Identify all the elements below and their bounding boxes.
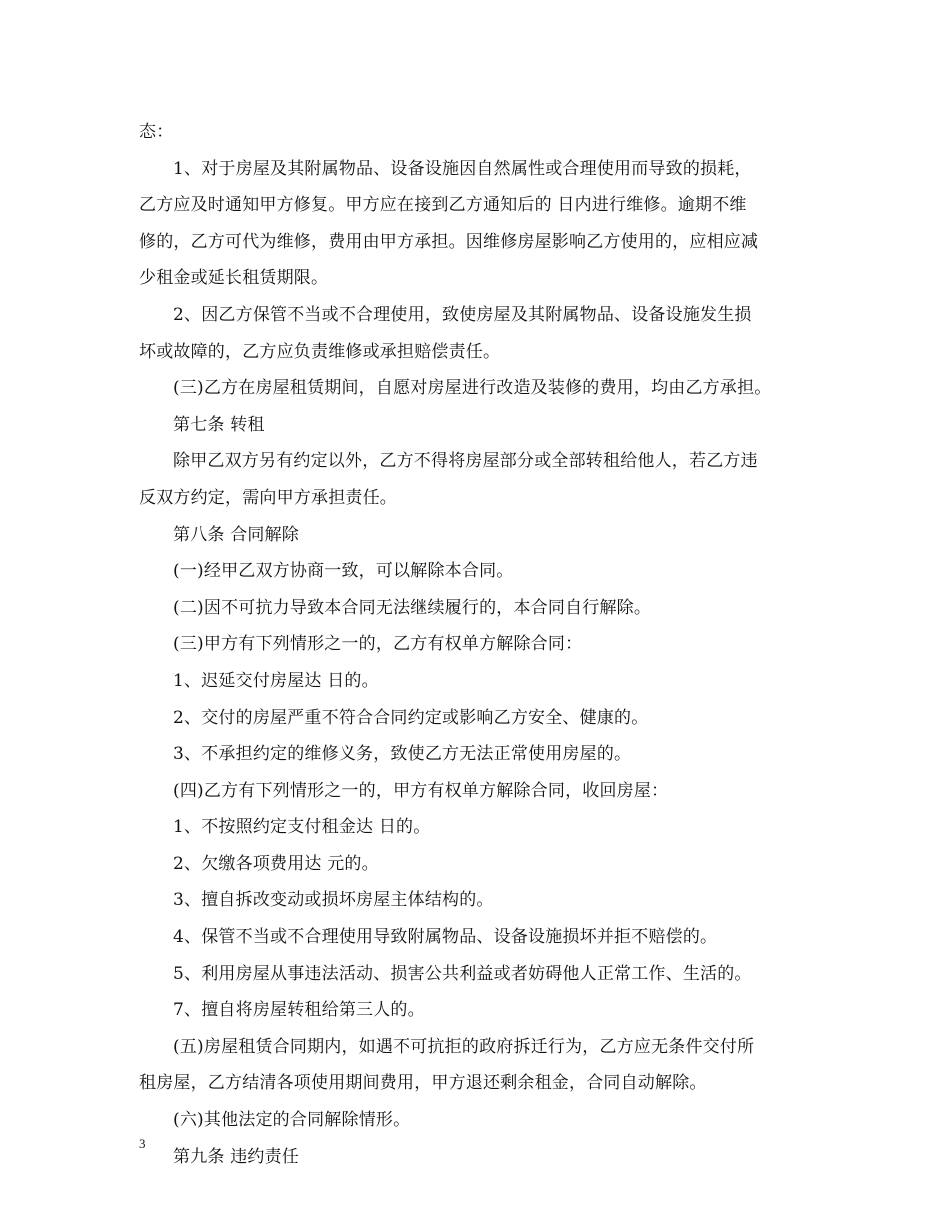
text-line: 1、不按照约定支付租金达 日的。: [173, 817, 431, 838]
text-line: (三)乙方在房屋租赁期间，自愿对房屋进行改造及装修的费用，均由乙方承担。: [173, 378, 772, 399]
text-line: 乙方应及时通知甲方修复。甲方应在接到乙方通知后的 日内进行维修。逾期不维: [139, 195, 747, 216]
text-line: 5、利用房屋从事违法活动、损害公共利益或者妨碍他人正常工作、生活的。: [173, 963, 752, 984]
text-line: 2、交付的房屋严重不符合合同约定或影响乙方安全、健康的。: [173, 707, 649, 728]
text-line: (六)其他法定的合同解除情形。: [173, 1110, 411, 1131]
text-line: (三)甲方有下列情形之一的，乙方有权单方解除合同：: [173, 634, 583, 655]
text-line: (一)经甲乙双方协商一致，可以解除本合同。: [173, 561, 514, 582]
text-line: (五)房屋租赁合同期内，如遇不可抗拒的政府拆迁行为，乙方应无条件交付所: [173, 1036, 755, 1057]
text-line: 修的，乙方可代为维修，费用由甲方承担。因维修房屋影响乙方使用的，应相应减: [139, 231, 759, 252]
text-line: (四)乙方有下列情形之一的，甲方有权单方解除合同，收回房屋：: [173, 780, 669, 801]
text-line: 反双方约定，需向甲方承担责任。: [139, 487, 397, 508]
text-line: 第九条 违约责任: [173, 1146, 300, 1167]
text-line: 4、保管不当或不合理使用导致附属物品、设备设施损坏并拒不赔偿的。: [173, 927, 718, 948]
text-line: 坏或故障的，乙方应负责维修或承担赔偿责任。: [139, 341, 501, 362]
text-line: 2、因乙方保管不当或不合理使用，致使房屋及其附属物品、设备设施发生损: [173, 304, 752, 325]
text-line: 1、对于房屋及其附属物品、设备设施因自然属性或合理使用而导致的损耗，: [173, 158, 752, 179]
document-body: [139, 114, 819, 1175]
text-line: 3、不承担约定的维修义务，致使乙方无法正常使用房屋的。: [173, 744, 632, 765]
text-line: 第七条 转租: [173, 414, 265, 435]
text-line: 3、擅自拆改变动或损坏房屋主体结构的。: [173, 890, 494, 911]
text-line: (二)因不可抗力导致本合同无法继续履行的，本合同自行解除。: [173, 597, 652, 618]
text-line: 第八条 合同解除: [173, 524, 300, 545]
text-line: 2、欠缴各项费用达 元的。: [173, 853, 379, 874]
text-line: 1、迟延交付房屋达 日的。: [173, 670, 379, 691]
page-number: 3: [139, 1136, 146, 1151]
text-line: 少租金或延长租赁期限。: [139, 268, 329, 289]
text-line: 7、擅自将房屋转租给第三人的。: [173, 1000, 425, 1021]
text-line: 除甲乙双方另有约定以外，乙方不得将房屋部分或全部转租给他人，若乙方违: [173, 451, 758, 472]
text-line: 态：: [139, 122, 174, 142]
text-line: 租房屋，乙方结清各项使用期间费用，甲方退还剩余租金，合同自动解除。: [139, 1073, 707, 1094]
